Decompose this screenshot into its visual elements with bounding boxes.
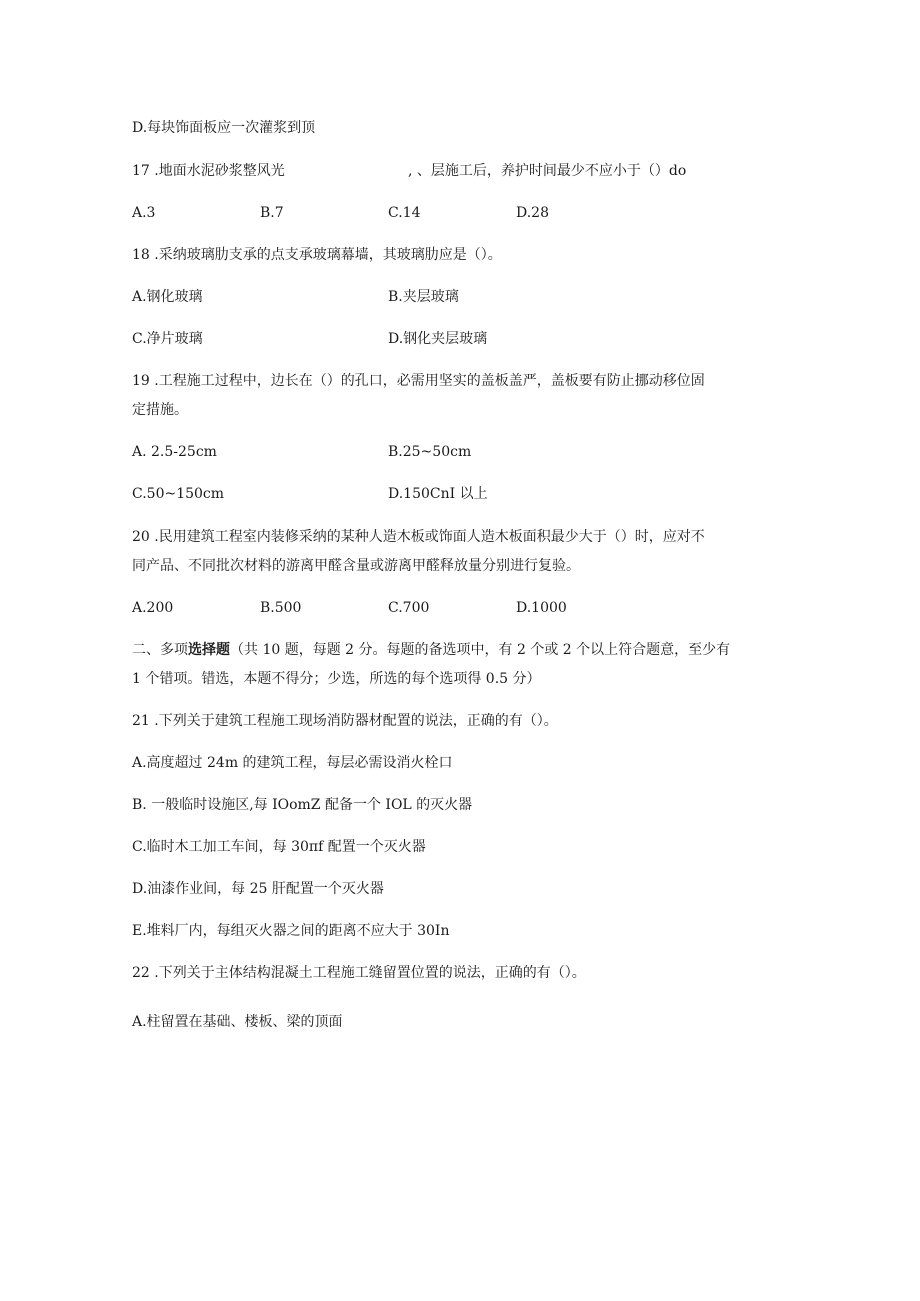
option-d: D.钢化夹层玻璃 xyxy=(388,331,488,347)
question-17-options xyxy=(132,203,792,223)
option-a: A. 2.5-25cm xyxy=(132,444,217,460)
question-18-stem: 18 .采纳玻璃肋支承的点支承玻璃幕墙，其玻璃肋应是（）。 xyxy=(132,247,502,263)
section-2-heading xyxy=(132,640,730,660)
question-19-stem-line1: 19 .工程施工过程中，边长在（）的孔口，必需用坚实的盖板盖严，盖板要有防止挪动移位固 xyxy=(132,373,705,389)
question-17-stem-cont: , 、层施工后，养护时间最少不应小于（）do xyxy=(408,163,687,179)
question-21-stem: 21 .下列关于建筑工程施工现场消防器材配置的说法，正确的有（）。 xyxy=(132,713,558,729)
option-c: C.14 xyxy=(388,205,421,221)
question-21-option-a: A.高度超过 24m 的建筑工程，每层必需设消火栓口 xyxy=(132,755,453,771)
question-21-option-b: B. 一般临时设施区,每 IOomZ 配备一个 IOL 的灭火器 xyxy=(132,797,473,813)
question-19-options-row1 xyxy=(132,442,792,462)
option-d: D.1000 xyxy=(516,600,567,616)
option-d: D.150CnI 以上 xyxy=(388,486,488,502)
question-20-options xyxy=(132,598,792,618)
option-c: C.净片玻璃 xyxy=(132,331,203,347)
section-2-rules: （共 10 题，每题 2 分。每题的备选项中，有 2 个或 2 个以上符合题意，至少有 xyxy=(230,642,731,658)
option-b: B.500 xyxy=(260,600,302,616)
option-b: B.7 xyxy=(260,205,284,221)
section-2-bold: 选择题 xyxy=(188,642,230,658)
option-a: A.3 xyxy=(132,205,156,221)
question-18-options-row2 xyxy=(132,329,792,349)
option-c: C.700 xyxy=(388,600,430,616)
question-20-stem-line1: 20 .民用建筑工程室内装修采纳的某种人造木板或饰面人造木板面积最少大于（）时，应对不 xyxy=(132,529,705,545)
section-2-rules-line2: 1 个错项。错选，本题不得分；少选，所选的每个选项得 0.5 分） xyxy=(132,671,541,687)
question-19-stem-line2: 定措施。 xyxy=(132,402,188,418)
question-19-options-row2 xyxy=(132,484,792,504)
question-21-option-d: D.油漆作业间，每 25 肝配置一个灭火器 xyxy=(132,881,384,897)
option-b: B.夹层玻璃 xyxy=(388,289,459,305)
question-22-option-a: A.柱留置在基础、楼板、梁的顶面 xyxy=(132,1014,343,1030)
option-a: A.200 xyxy=(132,600,174,616)
option-c: C.50~150cm xyxy=(132,486,225,502)
question-18-options-row1 xyxy=(132,287,792,307)
question-22-stem: 22 .下列关于主体结构混凝土工程施工缝留置位置的说法，正确的有（）。 xyxy=(132,965,586,981)
q16-option-d: D.每块饰面板应一次灌浆到顶 xyxy=(132,120,316,136)
option-d: D.28 xyxy=(516,205,549,221)
question-21-option-e: E.堆料厂内，每组灭火器之间的距离不应大于 30In xyxy=(132,923,450,939)
option-b: B.25~50cm xyxy=(388,444,472,460)
section-2-prefix: 二、多项 xyxy=(132,642,188,658)
question-17 xyxy=(132,161,792,181)
question-17-stem: 17 .地面水泥砂浆整风光 xyxy=(132,163,285,179)
question-20-stem-line2: 同产品、不同批次材料的游离甲醛含量或游离甲醛释放量分别进行复验。 xyxy=(132,558,580,574)
question-21-option-c: C.临时木工加工车间，每 30πf 配置一个灭火器 xyxy=(132,839,426,855)
option-a: A.钢化玻璃 xyxy=(132,289,203,305)
